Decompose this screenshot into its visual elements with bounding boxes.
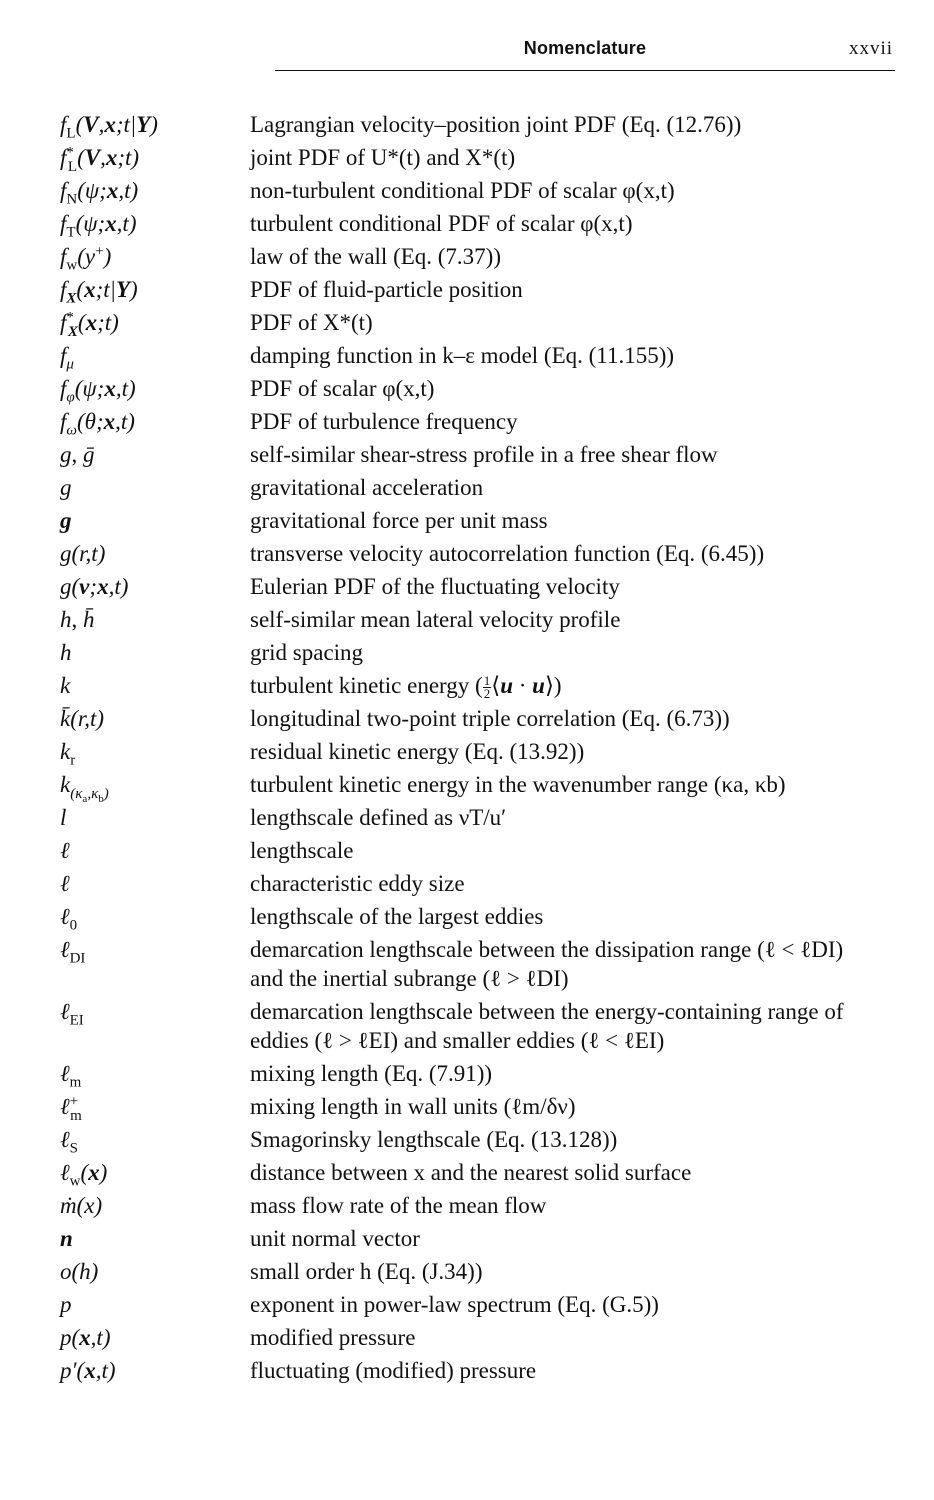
nomenclature-entry [0, 1189, 934, 1222]
nomenclature-entry [0, 1288, 934, 1321]
entry-symbol: $f_T(\psi;x,t)$ [60, 211, 137, 241]
entry-description: grid spacing [250, 640, 364, 665]
nomenclature-entry [0, 306, 934, 339]
entry-symbol: p(x,t) [60, 1325, 111, 1351]
entry-description: damping function in k–ε model (Eq. (11.155)) [250, 343, 675, 368]
entry-symbol: g, ḡ [60, 442, 95, 467]
page-header [275, 36, 895, 71]
nomenclature-entry [0, 735, 934, 768]
entry-description: mixing length (Eq. (7.91)) [250, 1061, 493, 1087]
nomenclature-entry [0, 834, 934, 867]
header-title: Nomenclature [523, 38, 647, 58]
nomenclature-entry [0, 537, 934, 570]
entry-symbol: ℓ$_m$ [60, 1061, 82, 1091]
entry-symbol: p [60, 1292, 72, 1318]
entry-description: longitudinal two-point triple correlation (Eq. (6.73)) [250, 706, 730, 732]
nomenclature-entry [0, 339, 934, 372]
entry-description: lengthscale [250, 838, 354, 864]
entry-description: turbulent conditional PDF of scalar φ(x,t) [250, 211, 633, 236]
entry-symbol: h [60, 640, 72, 665]
entry-symbol: $f_\omega(\theta;x,t)$ [60, 409, 135, 439]
entry-symbol: l [60, 805, 67, 831]
entry-symbol: ℓ$_{DI}$ [60, 937, 86, 967]
entry-description: PDF of fluid-particle position [250, 277, 523, 302]
nomenclature-entry [0, 438, 934, 471]
entry-description: gravitational force per unit mass [250, 508, 548, 533]
entry-description: residual kinetic energy (Eq. (13.92)) [250, 739, 585, 765]
entry-symbol: $f_\mu$ [60, 343, 74, 373]
entry-description: joint PDF of U*(t) and X*(t) [250, 145, 516, 170]
entry-description: turbulent kinetic energy ( $\frac{1}{2}$ ⟨u · u⟩) [250, 673, 562, 702]
entry-description: lengthscale defined as νT/u′ [250, 805, 507, 831]
entry-symbol: $f_L(V,x;t|Y)$ [60, 112, 158, 142]
entry-symbol: ℓ [60, 838, 70, 864]
entry-description: small order h (Eq. (J.34)) [250, 1259, 483, 1285]
entry-symbol: ℓ$_{EI}$ [60, 999, 84, 1029]
entry-symbol: k̄(r,t) [60, 706, 105, 732]
nomenclature-entry [0, 108, 934, 141]
entry-description: Smagorinsky lengthscale (Eq. (13.128)) [250, 1127, 618, 1153]
nomenclature-entry [0, 141, 934, 174]
entry-symbol: ℓ [60, 871, 70, 897]
entry-description: mixing length in wall units (ℓm/δν) [250, 1094, 576, 1120]
entry-description: non-turbulent conditional PDF of scalar φ(x,t) [250, 178, 675, 203]
nomenclature-entry [0, 900, 934, 933]
entry-symbol: k [60, 673, 71, 698]
nomenclature-entry [0, 372, 934, 405]
entry-description: exponent in power-law spectrum (Eq. (G.5)) [250, 1292, 659, 1318]
entry-symbol: g(v;x,t) [60, 574, 129, 599]
entry-symbol: $f_\varphi(\psi;x,t)$ [60, 376, 136, 406]
entry-description: self-similar mean lateral velocity profile [250, 607, 621, 632]
entry-description: self-similar shear-stress profile in a free shear flow [250, 442, 718, 467]
entry-symbol: ℓ+$_m$ [60, 1093, 82, 1124]
page-number: xxvii [848, 38, 893, 59]
entry-symbol: ℓ$_0$ [60, 904, 78, 934]
nomenclature-entry [0, 273, 934, 306]
nomenclature-entry [0, 1057, 934, 1090]
nomenclature-entry [0, 933, 934, 995]
nomenclature-entry [0, 471, 934, 504]
entry-symbol: o(h) [60, 1259, 99, 1285]
entry-symbol: $f_X(x;t|Y)$ [60, 277, 138, 307]
nomenclature-entry [0, 1321, 934, 1354]
nomenclature-entry [0, 801, 934, 834]
entry-description: turbulent kinetic energy in the wavenumber range (κa, κb) [250, 772, 786, 798]
entry-description: PDF of X*(t) [250, 310, 373, 335]
entry-description: PDF of turbulence frequency [250, 409, 518, 434]
nomenclature-entry [0, 207, 934, 240]
entry-symbol: g [60, 475, 72, 500]
nomenclature-entry [0, 1354, 934, 1387]
entry-description: law of the wall (Eq. (7.37)) [250, 244, 502, 269]
entry-description: demarcation lengthscale between the energy-containing range of eddies (ℓ > ℓEI) and smaller eddies (ℓ < ℓEI) [250, 999, 844, 1054]
nomenclature-entry [0, 995, 934, 1057]
nomenclature-entry [0, 1123, 934, 1156]
nomenclature-entry [0, 636, 934, 669]
nomenclature-entry [0, 570, 934, 603]
nomenclature-list [0, 108, 934, 1387]
entry-description: PDF of scalar φ(x,t) [250, 376, 435, 401]
nomenclature-entry [0, 1156, 934, 1189]
entry-description: transverse velocity autocorrelation function (Eq. (6.45)) [250, 541, 765, 566]
entry-description: gravitational acceleration [250, 475, 484, 500]
entry-symbol: ṁ(x) [60, 1193, 103, 1219]
entry-symbol: $f^*_X(x;t)$ [60, 309, 119, 340]
nomenclature-entry [0, 867, 934, 900]
entry-description: modified pressure [250, 1325, 416, 1351]
nomenclature-entry [0, 603, 934, 636]
entry-symbol: $f^*_L(V,x;t)$ [60, 144, 140, 175]
nomenclature-entry [0, 405, 934, 438]
entry-symbol: g(r,t) [60, 541, 106, 566]
nomenclature-entry [0, 768, 934, 805]
nomenclature-entry [0, 174, 934, 207]
entry-description: Lagrangian velocity–position joint PDF (Eq. (12.76)) [250, 112, 742, 137]
entry-description: demarcation lengthscale between the dissipation range (ℓ < ℓDI) and the inertial subrange (ℓ > ℓDI) [250, 937, 844, 992]
entry-description: Eulerian PDF of the fluctuating velocity [250, 574, 620, 599]
nomenclature-entry [0, 1090, 934, 1123]
entry-description: unit normal vector [250, 1226, 420, 1252]
nomenclature-entry [0, 702, 934, 735]
entry-symbol: $f_N(\psi;x,t)$ [60, 178, 139, 208]
nomenclature-entry [0, 1255, 934, 1288]
entry-description: distance between x and the nearest solid surface [250, 1160, 692, 1186]
entry-symbol: n [60, 1226, 73, 1252]
entry-symbol: $k_{(\kappa_a,\kappa_b)}$ [60, 772, 109, 805]
entry-description: lengthscale of the largest eddies [250, 904, 544, 930]
nomenclature-entry [0, 504, 934, 537]
nomenclature-entry [0, 669, 934, 702]
entry-description: mass flow rate of the mean flow [250, 1193, 547, 1219]
entry-description: fluctuating (modified) pressure [250, 1358, 537, 1384]
entry-symbol: g [60, 508, 72, 533]
entry-description: characteristic eddy size [250, 871, 465, 897]
entry-symbol: p′(x,t) [60, 1358, 116, 1384]
entry-symbol: h, h̄ [60, 607, 95, 632]
entry-symbol: ℓ$_S$ [60, 1127, 78, 1157]
entry-symbol: ℓ$_w$(x) [60, 1160, 108, 1190]
nomenclature-entry [0, 1222, 934, 1255]
nomenclature-entry [0, 240, 934, 273]
entry-symbol: $k_r$ [60, 739, 76, 769]
entry-symbol: $f_w(y^+)$ [60, 243, 112, 274]
